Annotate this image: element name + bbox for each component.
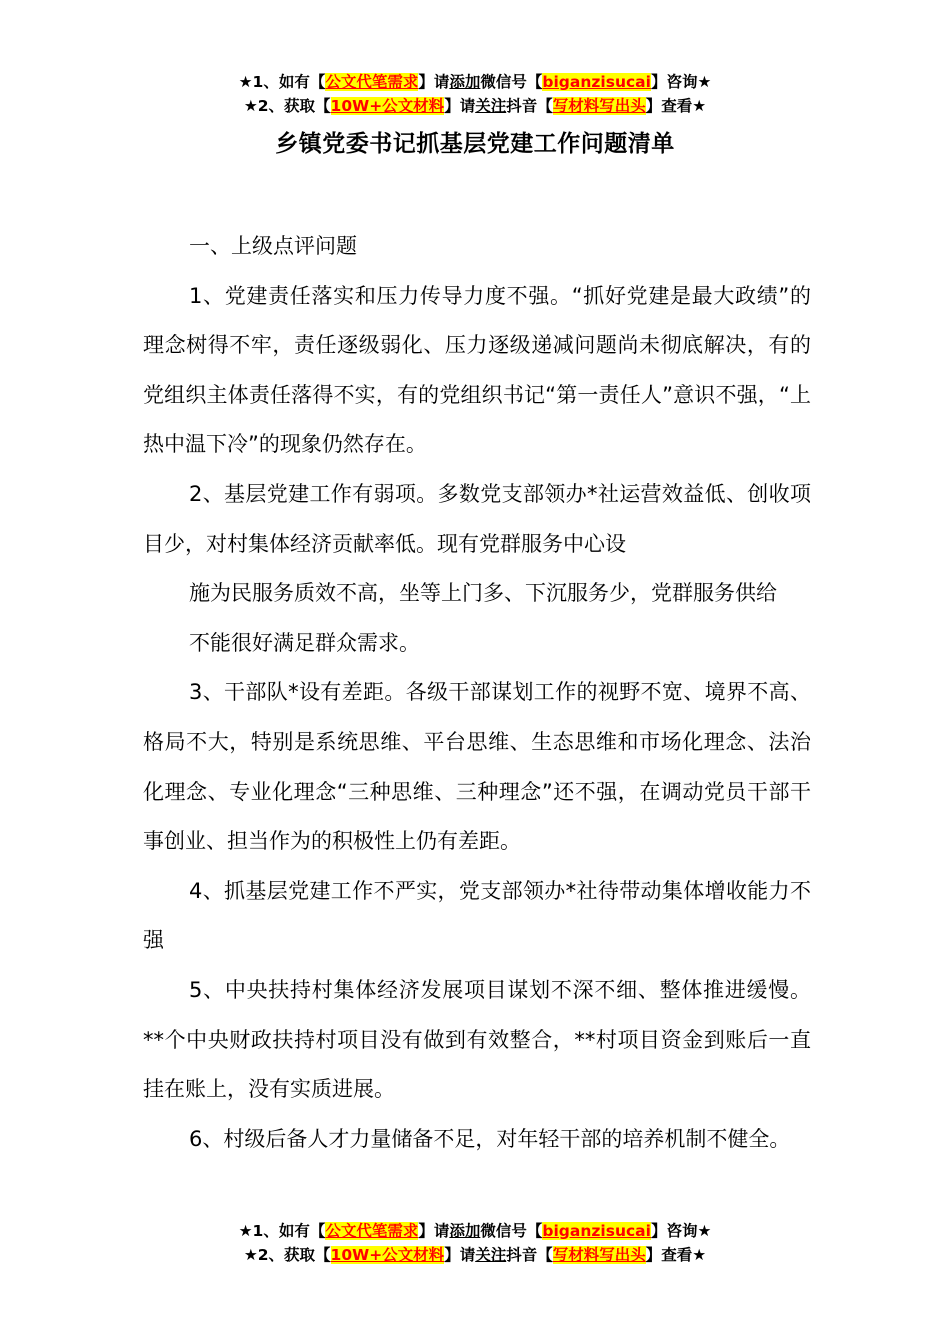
document-body	[143, 222, 811, 1164]
promo-highlight: 公文代笔需求	[325, 73, 419, 91]
promo-text: 】查看★	[645, 97, 707, 115]
paragraph-item-4: 4、抓基层党建工作不严实，党支部领办*社待带动集体增收能力不强	[143, 878, 811, 953]
paragraph-item-5: 5、中央扶持村集体经济发展项目谋划不深不细、整体推进缓慢。**个中央财政扶持村项目没有做到有效整合，**村项目资金到账后一直挂在账上，没有实质进展。	[143, 977, 811, 1102]
paragraph-item-2-cont: 施为民服务质效不高，坐等上门多、下沉服务少，党群服务供给	[189, 581, 777, 606]
promo-highlight: 写材料写出头	[552, 97, 646, 115]
promo-line-2	[0, 1243, 950, 1267]
promo-text: 】咨询★	[650, 73, 712, 91]
top-promo-banner	[0, 70, 950, 118]
paragraph-item-2-end: 不能很好满足群众需求。	[189, 630, 420, 655]
promo-text: 】请	[444, 97, 476, 115]
promo-underline: 关注	[475, 97, 507, 115]
promo-text: ★1、如有【	[238, 1222, 326, 1240]
promo-text: 】请	[418, 73, 450, 91]
promo-underline: 添加	[449, 73, 481, 91]
promo-text: 】咨询★	[650, 1222, 712, 1240]
promo-text: ★1、如有【	[238, 73, 326, 91]
paragraph-item-6: 6、村级后备人才力量储备不足，对年轻干部的培养机制不健全。	[189, 1126, 791, 1151]
promo-text: 】请	[444, 1246, 476, 1264]
paragraph-item-1: 1、党建责任落实和压力传导力度不强。“抓好党建是最大政绩”的理念树得不牢，责任逐级弱化、压力逐级递减问题尚未彻底解决，有的党组织主体责任落得不实，有的党组织书记“第一责任人”意识不强，“上热中温下冷”的现象仍然存在。	[143, 283, 811, 457]
promo-text: 抖音【	[506, 1246, 553, 1264]
section-heading: 一、上级点评问题	[189, 234, 357, 258]
promo-line-2	[0, 94, 950, 118]
promo-highlight: biganzisucai	[542, 1222, 651, 1240]
promo-text: 抖音【	[506, 97, 553, 115]
promo-highlight: biganzisucai	[542, 73, 651, 91]
promo-highlight: 10W+公文材料	[330, 1246, 445, 1264]
promo-line-1	[0, 70, 950, 94]
promo-underline: 添加	[449, 1222, 481, 1240]
bottom-promo-banner	[0, 1219, 950, 1267]
document-title: 乡镇党委书记抓基层党建工作问题清单	[275, 131, 675, 157]
promo-underline: 关注	[475, 1246, 507, 1264]
promo-text: ★2、获取【	[243, 1246, 331, 1264]
promo-text: 微信号【	[480, 73, 543, 91]
promo-text: 】请	[418, 1222, 450, 1240]
paragraph-item-3: 3、干部队*设有差距。各级干部谋划工作的视野不宽、境界不高、格局不大，特别是系统思维、平台思维、生态思维和市场化理念、法治化理念、专业化理念“三种思维、三种理念”还不强，在调动党员干部干事创业、担当作为的积极性上仍有差距。	[143, 680, 811, 854]
promo-text: 微信号【	[480, 1222, 543, 1240]
promo-text: ★2、获取【	[243, 97, 331, 115]
paragraph-item-2: 2、基层党建工作有弱项。多数党支部领办*社运营效益低、创收项目少，对村集体经济贡献率低。现有党群服务中心设	[143, 481, 811, 556]
promo-line-1	[0, 1219, 950, 1243]
promo-highlight: 10W+公文材料	[330, 97, 445, 115]
promo-text: 】查看★	[645, 1246, 707, 1264]
promo-highlight: 写材料写出头	[552, 1246, 646, 1264]
promo-highlight: 公文代笔需求	[325, 1222, 419, 1240]
